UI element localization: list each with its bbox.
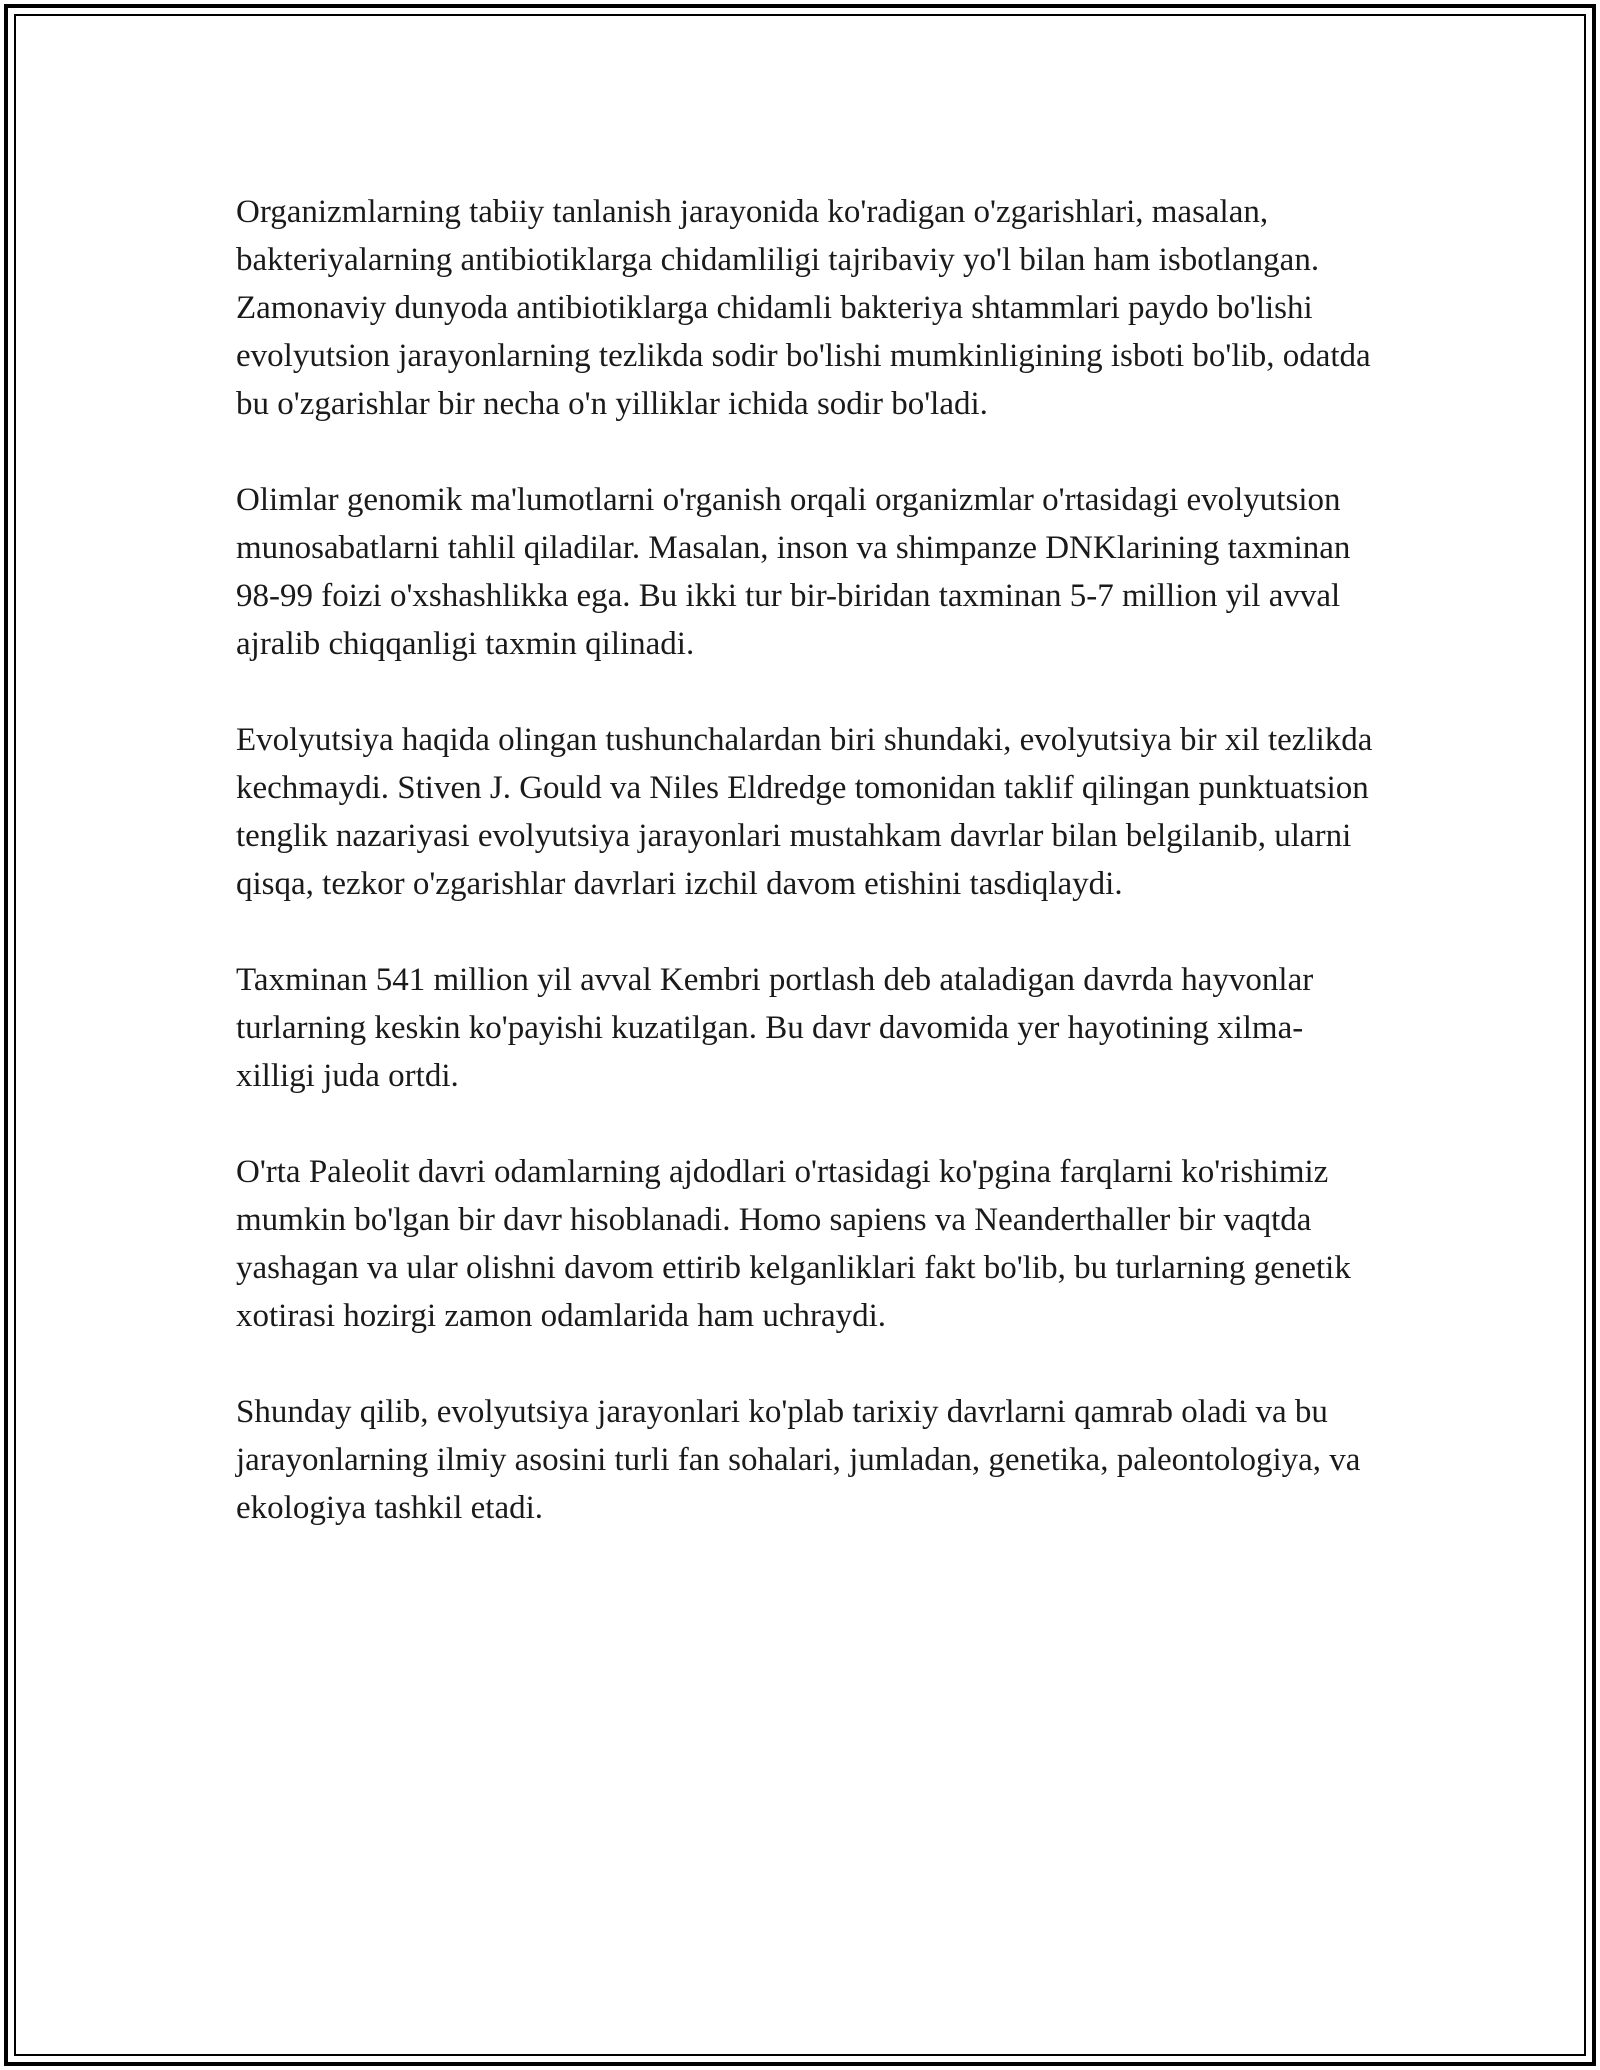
paragraph-4: Taxminan 541 million yil avval Kembri portlash deb ataladigan davrda hayvonlar turlarning keskin ko'payishi kuzatilgan. Bu davr davomida yer hayotining xilma-xilligi juda ortdi. <box>236 962 1314 1094</box>
paragraph-3: Evolyutsiya haqida olingan tushunchalardan biri shundaki, evolyutsiya bir xil tezlikda kechmaydi. Stiven J. Gould va Niles Eldredge tomonidan taklif qilingan punktuatsion tenglik nazariyasi evolyutsiya jarayonlari mustahkam davrlar bilan belgilanib, ularni qisqa, tezkor o'zgarishlar davrlari izchil davom etishini tasdiqlaydi. <box>236 722 1373 902</box>
paragraph-5: O'rta Paleolit davri odamlarning ajdodlari o'rtasidagi ko'pgina farqlarni ko'rishimiz mumkin bo'lgan bir davr hisoblanadi. Homo sapiens va Neanderthaller bir vaqtda yashagan va ular olishni davom ettirib kelganliklari fakt bo'lib, bu turlarning genetik xotirasi hozirgi zamon odamlarida ham uchraydi. <box>236 1154 1351 1334</box>
paragraph-2: Olimlar genomik ma'lumotlarni o'rganish orqali organizmlar o'rtasidagi evolyutsion munosabatlarni tahlil qiladilar. Masalan, inson va shimpanze DNKlarining taxminan 98-99 foizi o'xshashlikka ega. Bu ikki tur bir-biridan taxminan 5-7 million yil avval ajralib chiqqanligi taxmin qilinadi. <box>236 482 1351 662</box>
paragraph-6: Shunday qilib, evolyutsiya jarayonlari ko'plab tarixiy davrlarni qamrab oladi va bu jarayonlarning ilmiy asosini turli fan sohalari, jumladan, genetika, paleontologiya, va ekologiya tashkil etadi. <box>236 1394 1361 1526</box>
document-body <box>236 188 1376 1580</box>
paragraph-1: Organizmlarning tabiiy tanlanish jarayonida ko'radigan o'zgarishlari, masalan, bakteriyalarning antibiotiklarga chidamliligi tajribaviy yo'l bilan ham isbotlangan. Zamonaviy dunyoda antibiotiklarga chidamli bakteriya shtammlari paydo bo'lishi evolyutsion jarayonlarning tezlikda sodir bo'lishi mumkinligining isboti bo'lib, odatda bu o'zgarishlar bir necha o'n yilliklar ichida sodir bo'ladi. <box>236 194 1371 422</box>
